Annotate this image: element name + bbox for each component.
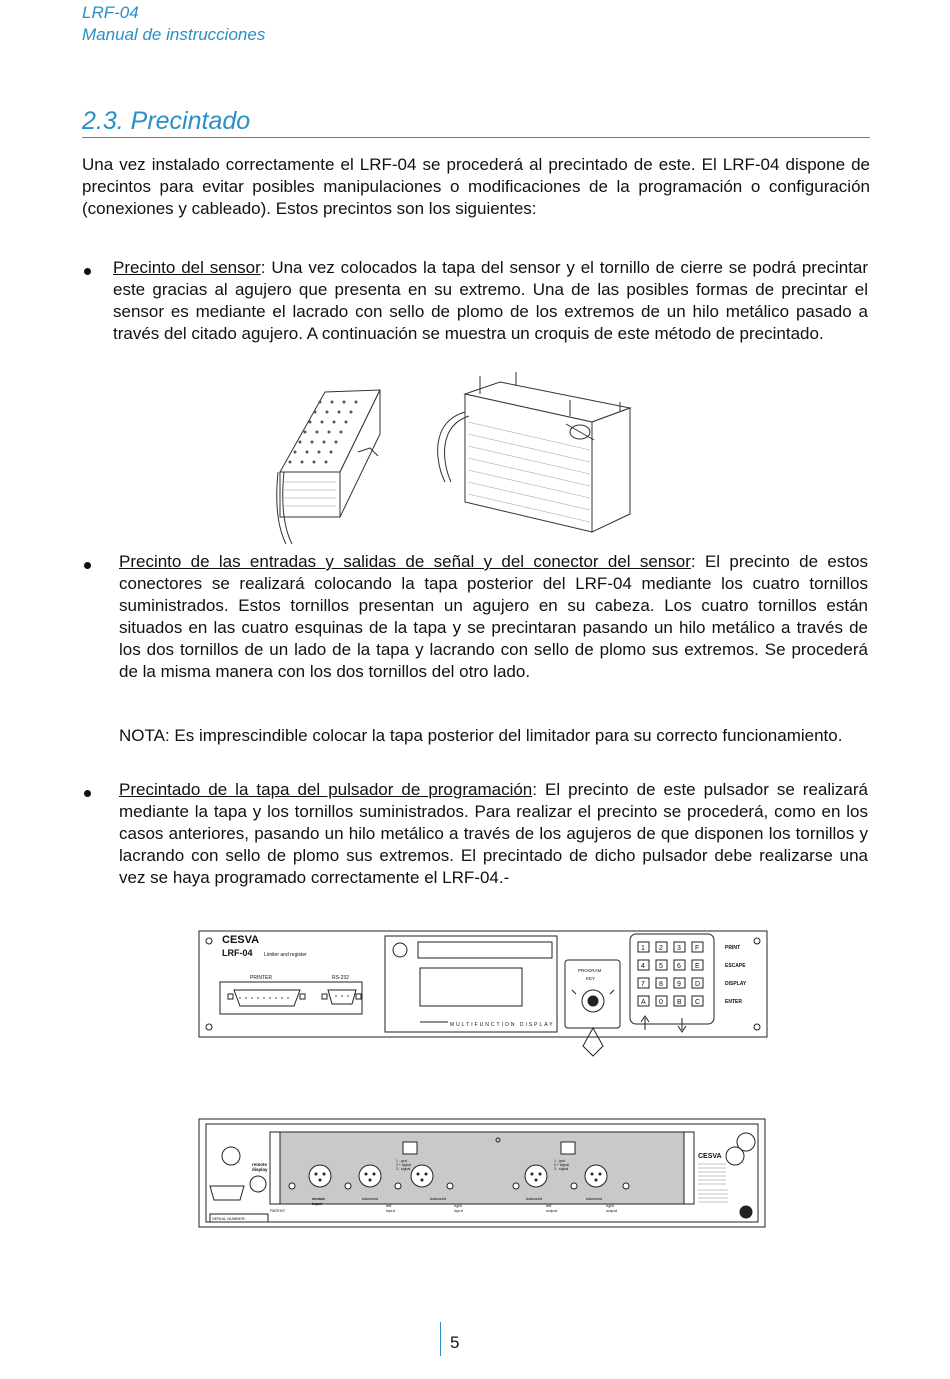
keypad-key-label: 6 [677,963,681,970]
front-rs232: RS-232 [332,975,349,981]
item-text: El precinto de estos conectores se realizará colocando la tapa posterior del LRF-04 mediante los cuatro tornillos suministrados. Estos tornillos presentan un agujero en su cabeza. Los cuatro tornillos están situados en las cuatro esquinas de la tapa y se precintaran pasando un hilo metálico a través de los dos tornillos de un lado de la tapa y lacrando con sello de plomo sus extremos. Se procederá de la misma manera con los dos tornillos del otro lado. [119,552,868,681]
rear-pin1-a: 1 - gnd [396,1159,407,1163]
item-text: El precinto de este pulsador se realizará mediante la tapa y los tornillos suministrados. Para realizar el precinto se procederá, como en los casos anteriores, pasando un hilo metálico a través de los agujeros de que disponen los tornillos y lacrando con sello de plomo sus extremos. El precintado de dicho pulsador debe realizarse una vez se haya programado correctamente el LRF-04.- [119,780,869,887]
rear-serial: SERIAL NUMBER: [212,1216,246,1221]
rear-right-2: right [606,1203,614,1208]
item-label: Precinto de las entradas y salidas de señal y del conector del sensor [119,552,691,571]
keypad-key-label: 0 [659,999,663,1006]
rear-brand: CESVA [698,1153,722,1160]
rear-sensor-1: sensor [312,1196,326,1201]
rear-remote-1: remote [252,1162,268,1167]
rear-pin2-b: 2 + signal [554,1163,570,1167]
item-sep: : [532,780,545,799]
rear-input-2: input [454,1208,463,1213]
rear-sensor-2: input [312,1201,322,1206]
side-key-label: DISPLAY [725,981,747,987]
bullet-1 [84,268,91,275]
keypad-key-label: 3 [677,945,681,952]
rear-output-2: output [606,1208,618,1213]
keypad-key-label: A [641,999,646,1006]
rear-balanced-2: balanced [430,1196,447,1201]
rear-balanced-1: balanced [362,1196,379,1201]
keypad-key-label: E [695,963,700,970]
item-connectors [119,551,868,683]
rear-pin1-b: 1 - gnd [554,1159,565,1163]
front-brand: CESVA [222,934,260,946]
header-model: LRF-04 [82,3,139,22]
front-program-1: PROGRAM [578,968,602,973]
page-number: 5 [450,1333,460,1352]
front-program-2: KEY [586,976,596,981]
header-manual: Manual de instrucciones [82,25,266,44]
keypad-key-label: 7 [641,981,645,988]
title-rule [82,137,870,138]
item-label: Precinto del sensor [113,258,261,277]
note-paragraph: NOTA: Es imprescindible colocar la tapa posterior del limitador para su correcto funcionamiento. [119,726,843,745]
item-text: Una vez colocados la tapa del sensor y el tornillo de cierre se podrá precintar este gracias al agujero que presenta en su extremo. Una de las posibles formas de precintar el sensor es mediante el lacrado con sello de plomo de los extremos de un hilo metálico pasado a través del citado agujero. A continuación se muestra un croquis de este método de precintado. [113,258,868,343]
rear-balanced-4: balanced [586,1196,603,1201]
rear-pin2-a: 2 + signal [396,1163,412,1167]
front-panel-drawing [198,930,768,1060]
rear-remote-2: display [252,1167,268,1172]
side-key-label: ENTER [725,999,742,1005]
side-key-label: PRINT [725,945,740,951]
item-sep: : [690,552,705,571]
keypad-key-label: B [677,999,682,1006]
item-sensor [113,257,868,345]
keypad-key-label: 2 [659,945,663,952]
keypad-key-label: 5 [659,963,663,970]
rear-input-1: input [386,1208,395,1213]
page-number-rule [440,1322,441,1356]
keypad-key-label: 9 [677,981,681,988]
section-title: 2.3. Precintado [82,107,251,135]
side-key-label: ESCAPE [725,963,746,969]
item-label: Precintado de la tapa del pulsador de programación [119,780,533,799]
rear-output-1: output [546,1208,558,1213]
bullet-3 [84,790,91,797]
rear-left-2: left [546,1203,552,1208]
rear-panel-drawing [198,1118,768,1230]
rear-pin3-b: 3 - signal [554,1167,569,1171]
rear-balanced-3: balanced [526,1196,543,1201]
front-model: LRF-04 [222,948,253,958]
rear-left-1: left [386,1203,392,1208]
keypad-key-label: D [695,981,701,988]
keypad-key-label: F [695,945,700,952]
front-display: MULTIFUNCTION DISPLAY [450,1022,555,1028]
rear-patent: PATENT [270,1208,286,1213]
front-subtitle: Limiter and register [264,952,307,958]
bullet-2 [84,562,91,569]
keypad-key-label: 4 [641,963,645,970]
front-printer: PRINTER [250,975,272,981]
running-header [82,2,265,46]
keypad-key-label: 1 [641,945,645,952]
item-program-key [119,779,868,889]
sensor-seal-sketch [270,372,640,544]
intro-paragraph: Una vez instalado correctamente el LRF-04 se procederá al precintado de este. El LRF-04 dispone de precintos para evitar posibles manipulaciones o modificaciones de la programación o configuración (conexiones y cableado). Estos precintos son los siguientes: [82,155,870,218]
item-sep: : [260,258,272,277]
rear-pin3-a: 3 - signal [396,1167,411,1171]
rear-right-1: right [454,1203,462,1208]
keypad-key-label: 8 [659,981,663,988]
keypad-key-label: C [695,999,701,1006]
